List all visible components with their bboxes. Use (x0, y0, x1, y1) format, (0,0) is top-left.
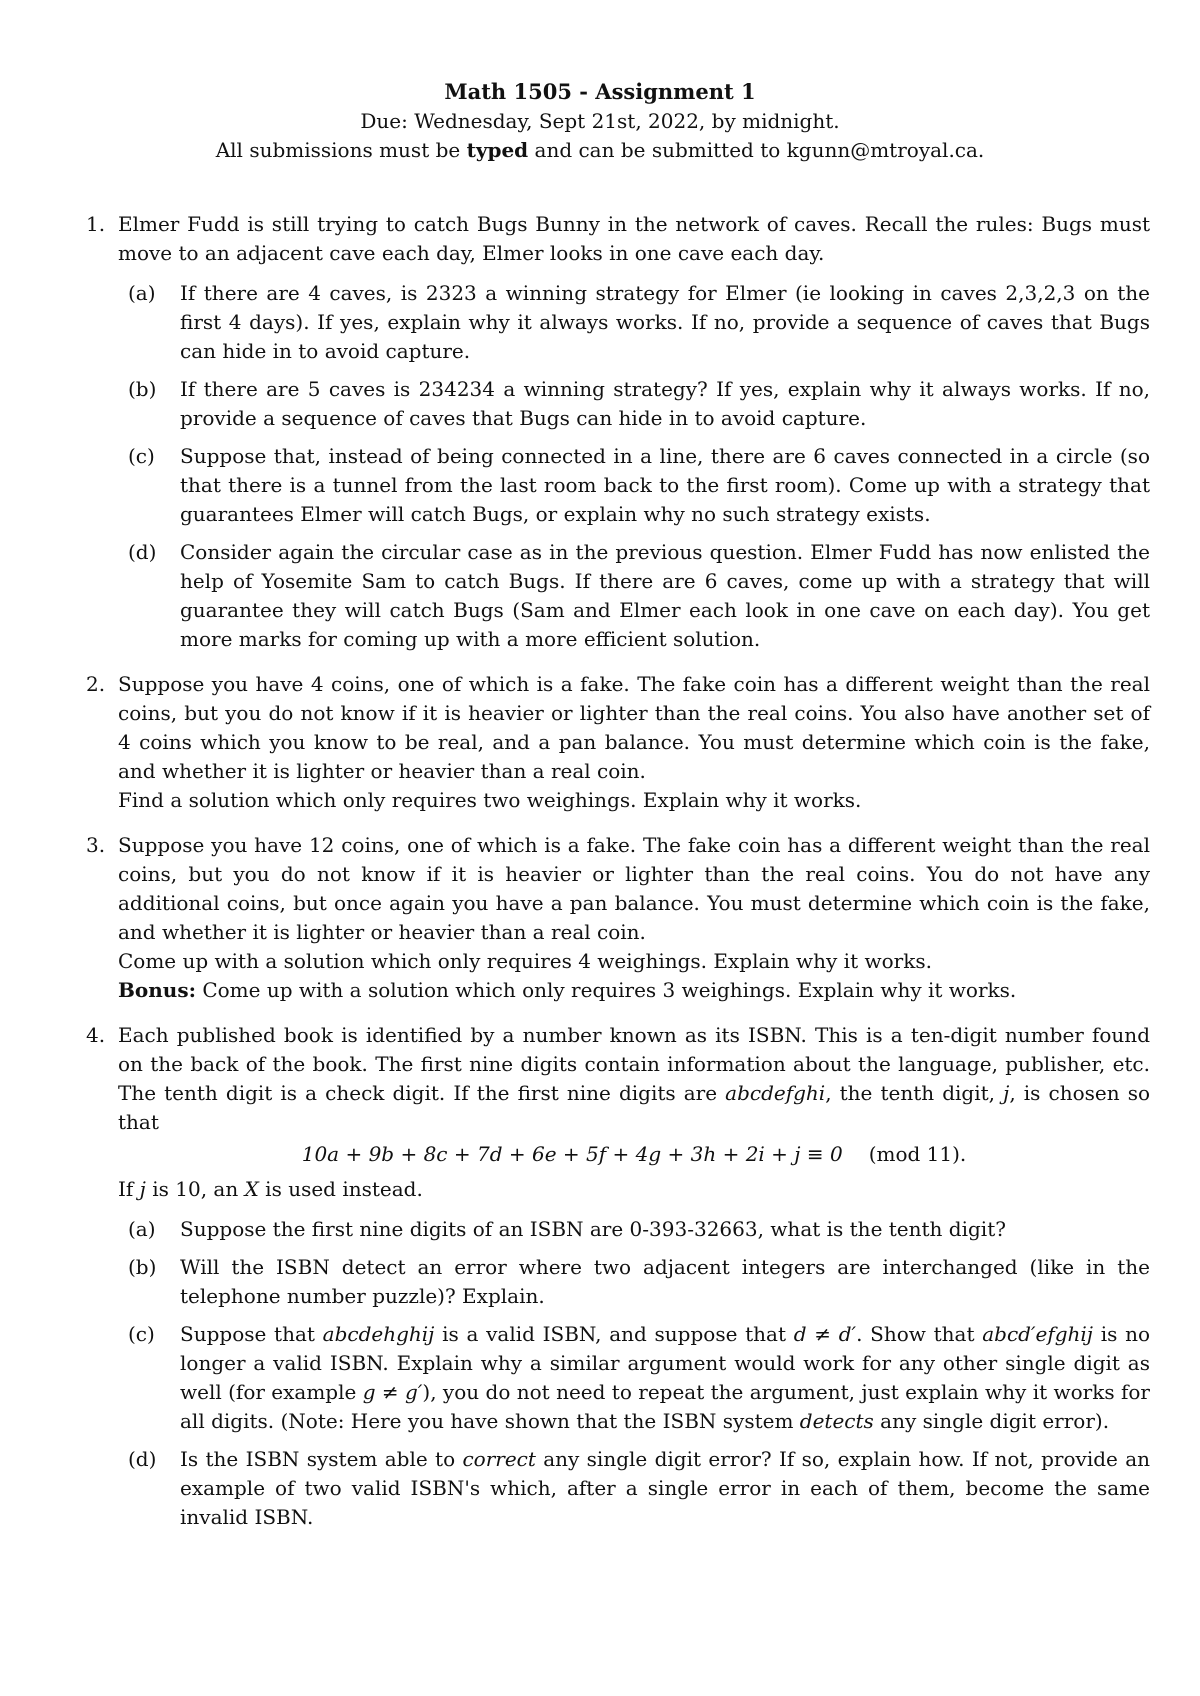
part-d-v1: correct (462, 1447, 536, 1471)
question-list (86, 210, 1150, 1548)
part-c-v2: d ≠ d′ (793, 1322, 857, 1346)
question-3-task: Come up with a solution which only requires 4 weighings. Explain why it works. (118, 949, 932, 973)
question-2 (86, 670, 1150, 815)
question-3-text: Suppose you have 12 coins, one of which is a fake. The fake coin has a different weight than the real coins, but you do not know if it is heavier or lighter than the real coins. You do not have any additional coins, but once again you have a pan balance. You must determine which coin is the fake, and whether it is lighter or heavier than a real coin. (118, 833, 1150, 944)
note-var-j: j (139, 1177, 146, 1201)
question-3 (86, 831, 1150, 1005)
part-c-v1: abcdehghij (322, 1322, 435, 1346)
part-c-t3: . Show that (856, 1322, 983, 1346)
submission-text-post: and can be submitted to kgunn@mtroyal.ca. (528, 138, 985, 162)
part-label: (c) (128, 1322, 155, 1346)
q4-var-digits: abcdefghi (725, 1081, 826, 1105)
submission-note (0, 136, 1200, 165)
note-var-x: X (244, 1177, 259, 1201)
q4-text-pre: Each published book is identified by a number known as its ISBN. This is a ten-digit number found on the back of the book. The first nine digits contain information about the language, publisher, etc. The tenth digit is a check digit. If the first nine digits are (118, 1023, 1150, 1105)
question-1-part-c (128, 442, 1150, 529)
equation-modulus: (mod 11). (868, 1142, 967, 1166)
part-text: Suppose that, instead of being connected in a line, there are 6 caves connected in a circle (so that there is a tunnel from the last room back to the first room). Come up with a strategy that guarantees Elmer will catch Bugs, or explain why no such strategy exists. (180, 444, 1150, 526)
part-c-t5: ), you do not need to repeat the argument, just explain why it works for all digits. (Note: Here you have shown that the ISBN system (180, 1380, 1150, 1433)
document-title: Math 1505 - Assignment 1 (444, 79, 756, 104)
question-4-text (118, 1021, 1150, 1137)
part-c-v5: detects (799, 1409, 874, 1433)
submission-typed-emphasis: typed (466, 138, 529, 162)
part-label: (a) (128, 281, 156, 305)
note-mid: is 10, an (145, 1177, 245, 1201)
equation-body: 10a + 9b + 8c + 7d + 6e + 5f + 4g + 3h + 2i + j ≡ 0 (301, 1142, 843, 1166)
note-post: is used instead. (258, 1177, 423, 1201)
part-label: (a) (128, 1217, 156, 1241)
question-1-part-d (128, 538, 1150, 654)
question-number: 3. (86, 833, 106, 857)
q4-text-mid: , the tenth digit, (825, 1081, 1004, 1105)
part-label: (b) (128, 377, 157, 401)
part-label: (b) (128, 1255, 157, 1279)
part-label: (d) (128, 540, 157, 564)
question-4-parts (118, 1215, 1150, 1532)
question-4-part-a (128, 1215, 1150, 1244)
isbn-check-equation (118, 1140, 1150, 1169)
question-4-note (118, 1175, 1150, 1204)
q4-var-j: j (1003, 1081, 1010, 1105)
question-3-bonus (118, 976, 1150, 1005)
submission-text-pre: All submissions must be (215, 138, 467, 162)
question-2-text: Suppose you have 4 coins, one of which is a fake. The fake coin has a different weight than the real coins, but you do not know if it is heavier or lighter than the real coins. You also have another set of 4 coins which you know to be real, and a pan balance. You must determine which coin is the fake, and whether it is lighter or heavier than a real coin. (118, 672, 1150, 783)
part-d-t2: any single digit error? If so, explain how. If not, provide an example of two valid ISBN's which, after a single error in each of them, become the same invalid ISBN. (180, 1447, 1151, 1529)
part-label: (d) (128, 1447, 157, 1471)
question-4 (86, 1021, 1150, 1532)
part-c-t1: Suppose that (180, 1322, 323, 1346)
question-number: 2. (86, 672, 106, 696)
question-1-parts (118, 279, 1150, 654)
part-c-t6: any single digit error). (873, 1409, 1110, 1433)
q4-text-post: , is chosen so that (118, 1081, 1151, 1134)
question-1-part-a (128, 279, 1150, 366)
part-c-t4: is no longer a valid ISBN. Explain why a similar argument would work for any other single digit as well (for example (180, 1322, 1151, 1404)
question-1 (86, 210, 1150, 654)
part-text: If there are 5 caves is 234234 a winning strategy? If yes, explain why it always works. If no, provide a sequence of caves that Bugs can hide in to avoid capture. (180, 377, 1150, 430)
part-c-v3: abcd′efghij (982, 1322, 1094, 1346)
question-1-text: Elmer Fudd is still trying to catch Bugs Bunny in the network of caves. Recall the rules: Bugs must move to an adjacent cave each day, Elmer looks in one cave each day. (118, 212, 1150, 265)
part-d-t1: Is the ISBN system able to (180, 1447, 463, 1471)
part-text: Suppose the first nine digits of an ISBN are 0-393-32663, what is the tenth digit? (180, 1217, 1006, 1241)
question-1-part-b (128, 375, 1150, 433)
question-number: 4. (86, 1023, 106, 1047)
bonus-label: Bonus: (118, 978, 196, 1002)
document-header (0, 76, 1200, 165)
part-text: Consider again the circular case as in the previous question. Elmer Fudd has now enlisted the help of Yosemite Sam to catch Bugs. If there are 6 caves, come up with a strategy that will guarantee they will catch Bugs (Sam and Elmer each look in one cave on each day). You get more marks for coming up with a more efficient solution. (180, 540, 1150, 651)
note-pre: If (118, 1177, 140, 1201)
part-text: Will the ISBN detect an error where two adjacent integers are interchanged (like in the telephone number puzzle)? Explain. (180, 1255, 1150, 1308)
due-date: Due: Wednesday, Sept 21st, 2022, by midnight. (360, 109, 840, 133)
question-2-task: Find a solution which only requires two weighings. Explain why it works. (118, 788, 862, 812)
bonus-text: Come up with a solution which only requires 3 weighings. Explain why it works. (195, 978, 1017, 1002)
question-4-part-c (128, 1320, 1150, 1436)
part-c-t2: is a valid ISBN, and suppose that (434, 1322, 794, 1346)
part-text: If there are 4 caves, is 2323 a winning strategy for Elmer (ie looking in caves 2,3,2,3 on the first 4 days). If yes, explain why it always works. If no, provide a sequence of caves that Bugs can hide in to avoid capture. (180, 281, 1150, 363)
part-label: (c) (128, 444, 155, 468)
question-4-part-d (128, 1445, 1150, 1532)
question-4-part-b (128, 1253, 1150, 1311)
question-number: 1. (86, 212, 106, 236)
part-c-v4: g ≠ g′ (362, 1380, 423, 1404)
